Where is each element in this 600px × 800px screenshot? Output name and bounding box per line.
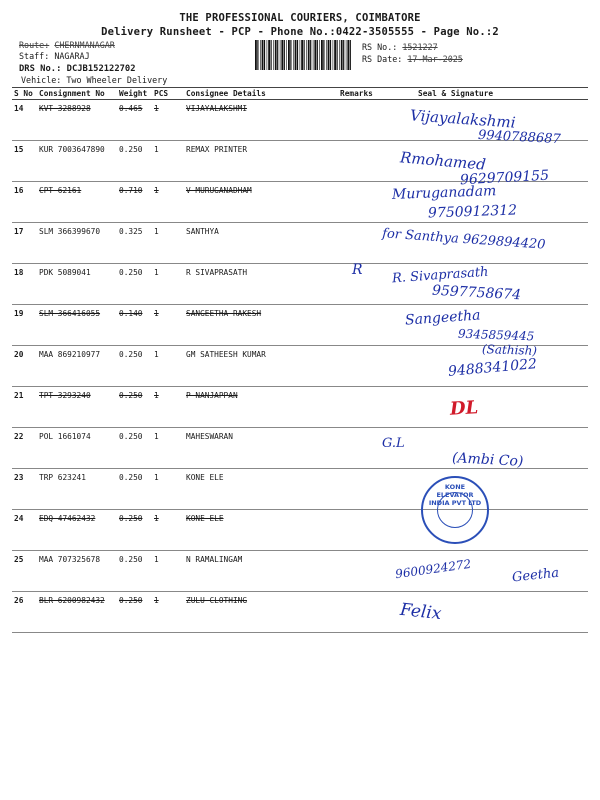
cell-weight [117, 100, 152, 141]
barcode-bar [268, 40, 270, 70]
cell-sno [12, 100, 37, 141]
barcode [255, 40, 352, 70]
rs-no-label: RS No.: [362, 42, 398, 52]
barcode-bar [301, 40, 303, 70]
barcode-bar [323, 40, 324, 70]
vehicle-label: Vehicle: [21, 75, 62, 85]
cell-sno-text: 21 [14, 391, 24, 400]
cell-weight-text: 0.250 [119, 514, 143, 523]
rs-no-value: 1521227 [402, 42, 438, 52]
cell-remarks [338, 141, 394, 182]
cell-pcs-text: 1 [154, 268, 159, 277]
staff-label: Staff: [19, 51, 50, 61]
cell-consignee [184, 141, 338, 182]
cell-consignee-text: KONE ELE [186, 473, 224, 482]
cell-consignee-text: SANTHYA [186, 227, 219, 236]
cell-weight [117, 510, 152, 551]
col-sno: S No [12, 88, 37, 100]
cell-sno-text: 24 [14, 514, 24, 523]
cell-consignment-text: SLM 366399670 [39, 227, 101, 236]
barcode-bar [281, 40, 283, 70]
hw-r17-text: for Santhya 9629894420 [381, 226, 546, 253]
hw-r15-name: Rmohamed [399, 148, 487, 174]
cell-pcs [152, 510, 184, 551]
cell-remarks [338, 264, 394, 305]
staff-line [19, 51, 167, 62]
cell-remarks [338, 387, 394, 428]
hw-r19-name: Sangeetha [404, 307, 481, 329]
cell-consignment-text: CPT 62161 [39, 186, 82, 195]
cell-remarks [338, 469, 394, 510]
cell-consignment-text: POL 1661074 [39, 432, 91, 441]
cell-weight [117, 141, 152, 182]
vehicle-line [19, 75, 167, 86]
vehicle-value: Two Wheeler Delivery [66, 75, 168, 85]
cell-sno [12, 551, 37, 592]
cell-sno-text: 15 [14, 145, 24, 154]
cell-pcs [152, 223, 184, 264]
staff-value: NAGARAJ [54, 51, 90, 61]
barcode-bar [328, 40, 330, 70]
cell-sno [12, 305, 37, 346]
cell-consignment-text: KUR 7003647890 [39, 145, 105, 154]
cell-pcs-text: 1 [154, 350, 159, 359]
cell-weight-text: 0.710 [119, 186, 143, 195]
cell-weight [117, 305, 152, 346]
cell-consignee-text: KONE ELE [186, 514, 224, 523]
hw-r18-remark: R [352, 262, 363, 278]
col-consignee: Consignee Details [184, 88, 338, 100]
hw-r14-name: Vijayalakshmi [409, 106, 517, 132]
barcode-bar [321, 40, 323, 70]
cell-pcs [152, 469, 184, 510]
col-consignment: Consignment No [37, 88, 117, 100]
cell-sno [12, 510, 37, 551]
cell-pcs [152, 428, 184, 469]
cell-consignee [184, 182, 338, 223]
route-label: Route: [19, 40, 50, 50]
barcode-bar [333, 40, 334, 70]
hw-r20-phone: 9488341022 [447, 356, 538, 380]
cell-weight [117, 387, 152, 428]
barcode-bar [300, 40, 301, 70]
cell-consignment-text: PDK 5089041 [39, 268, 91, 277]
cell-consignee [184, 469, 338, 510]
table-row [12, 551, 588, 592]
table-header-row [12, 88, 588, 100]
cell-weight [117, 592, 152, 633]
cell-consignment [37, 141, 117, 182]
barcode-bar [343, 40, 344, 70]
hw-r16-phone: 9750912312 [427, 202, 518, 222]
rs-date-line [362, 53, 463, 65]
cell-weight-text: 0.250 [119, 432, 143, 441]
barcode-bar [271, 40, 272, 70]
barcode-bar [346, 40, 347, 70]
cell-consignee [184, 223, 338, 264]
cell-pcs-text: 1 [154, 104, 159, 113]
hw-r18-phone: 9597758674 [431, 282, 522, 304]
cell-consignment [37, 305, 117, 346]
barcode-bar [275, 40, 277, 70]
cell-weight-text: 0.250 [119, 391, 143, 400]
company-title: THE PROFESSIONAL COURIERS, COIMBATORE [179, 12, 421, 24]
barcode-bar [293, 40, 294, 70]
cell-sno [12, 346, 37, 387]
cell-sno-text: 17 [14, 227, 24, 236]
cell-consignment-text: MAA 869210977 [39, 350, 101, 359]
cell-pcs-text: 1 [154, 514, 159, 523]
cell-weight-text: 0.250 [119, 555, 143, 564]
table-row [12, 592, 588, 633]
stamp-inner-ring [437, 492, 473, 528]
cell-pcs-text: 1 [154, 432, 159, 441]
cell-consignee-text: N RAMALINGAM [186, 555, 243, 564]
hw-r22-text: G.L [382, 436, 405, 451]
route-value: CHERNMANAGAR [54, 40, 115, 50]
rs-date-value: 17-Mar-2025 [407, 54, 463, 64]
cell-consignment-text: TRP 623241 [39, 473, 86, 482]
cell-consignee-text: GM SATHEESH KUMAR [186, 350, 266, 359]
drs-label: DRS No.: [19, 64, 62, 74]
cell-pcs-text: 1 [154, 596, 159, 605]
hw-r20-name: (Sathish) [481, 342, 538, 358]
cell-weight [117, 264, 152, 305]
cell-consignee [184, 428, 338, 469]
barcode-bar [297, 40, 298, 70]
cell-pcs-text: 1 [154, 227, 159, 236]
cell-remarks [338, 510, 394, 551]
barcode-bar [334, 40, 336, 70]
cell-pcs [152, 264, 184, 305]
cell-pcs-text: 1 [154, 145, 159, 154]
cell-sno [12, 182, 37, 223]
cell-sno-text: 26 [14, 596, 24, 605]
cell-weight-text: 0.250 [119, 145, 143, 154]
cell-weight [117, 346, 152, 387]
cell-sno-text: 22 [14, 432, 24, 441]
cell-sno [12, 469, 37, 510]
barcode-bar [350, 40, 351, 70]
cell-pcs-text: 1 [154, 555, 159, 564]
cell-weight [117, 469, 152, 510]
barcode-bar [304, 40, 305, 70]
cell-consignment [37, 100, 117, 141]
cell-pcs [152, 182, 184, 223]
cell-consignee-text: R SIVAPRASATH [186, 268, 248, 277]
table-row [12, 387, 588, 428]
table-row [12, 469, 588, 510]
cell-weight-text: 0.250 [119, 473, 143, 482]
cell-consignment [37, 469, 117, 510]
cell-weight [117, 223, 152, 264]
barcode-bar [273, 40, 274, 70]
cell-consignee [184, 387, 338, 428]
meta-left [19, 40, 167, 86]
cell-consignment [37, 510, 117, 551]
cell-pcs-text: 1 [154, 473, 159, 482]
barcode-bar [284, 40, 285, 70]
col-pcs: PCS [152, 88, 184, 100]
barcode-bar [255, 40, 257, 70]
barcode-bar [262, 40, 264, 70]
hw-r21-text: DL [449, 397, 479, 420]
cell-sno [12, 387, 37, 428]
barcode-bar [286, 40, 287, 70]
barcode-bar [326, 40, 327, 70]
cell-consignee [184, 100, 338, 141]
cell-remarks [338, 182, 394, 223]
cell-sno [12, 592, 37, 633]
cell-weight-text: 0.325 [119, 227, 143, 236]
rs-no-line [362, 41, 463, 53]
meta-right [362, 41, 463, 65]
cell-sno-text: 18 [14, 268, 24, 277]
cell-pcs [152, 387, 184, 428]
cell-sno-text: 16 [14, 186, 24, 195]
col-signature: Seal & Signature [394, 88, 588, 100]
cell-consignee [184, 510, 338, 551]
cell-pcs [152, 305, 184, 346]
cell-consignee-text: REMAX PRINTER [186, 145, 248, 154]
cell-consignment [37, 346, 117, 387]
cell-pcs [152, 346, 184, 387]
cell-consignee [184, 592, 338, 633]
barcode-bar [317, 40, 318, 70]
cell-consignment-text: KVT 3288928 [39, 104, 91, 113]
cell-sno-text: 20 [14, 350, 24, 359]
cell-consignment [37, 264, 117, 305]
cell-sno [12, 264, 37, 305]
cell-weight [117, 551, 152, 592]
cell-sno-text: 14 [14, 104, 24, 113]
drs-line [19, 64, 167, 75]
hw-r25-phone: 9600924272 [394, 556, 472, 582]
cell-consignee-text: VIJAYALAKSHMI [186, 104, 248, 113]
cell-consignee-text: ZULU CLOTHING [186, 596, 248, 605]
barcode-bar [257, 40, 258, 70]
cell-weight-text: 0.250 [119, 596, 143, 605]
cell-consignment [37, 387, 117, 428]
barcode-bar [319, 40, 320, 70]
hw-r19-phone: 9345859445 [457, 326, 535, 344]
cell-consignment [37, 551, 117, 592]
runsheet-subtitle: Delivery Runsheet - PCP - Phone No.:0422-3505555 - Page No.:2 [101, 26, 499, 38]
cell-sno [12, 223, 37, 264]
hw-r23-text: (Ambi Co) [451, 450, 524, 470]
hw-r16-name: Muruganadam [391, 183, 497, 203]
barcode-bar [260, 40, 261, 70]
cell-consignment [37, 223, 117, 264]
cell-pcs [152, 141, 184, 182]
barcode-bar [264, 40, 265, 70]
cell-pcs-text: 1 [154, 186, 159, 195]
cell-consignee [184, 346, 338, 387]
cell-sno [12, 141, 37, 182]
barcode-bar [277, 40, 278, 70]
cell-sno-text: 23 [14, 473, 24, 482]
barcode-bar [308, 40, 310, 70]
cell-remarks [338, 346, 394, 387]
cell-consignment-text: TPT 3293240 [39, 391, 91, 400]
company-stamp [421, 476, 489, 544]
cell-consignee [184, 264, 338, 305]
cell-sno-text: 19 [14, 309, 24, 318]
cell-pcs-text: 1 [154, 391, 159, 400]
barcode-bar [288, 40, 290, 70]
col-remarks: Remarks [338, 88, 394, 100]
cell-remarks [338, 592, 394, 633]
cell-weight-text: 0.250 [119, 268, 143, 277]
hw-r15-phone: 9629709155 [459, 167, 550, 189]
hw-r26-text: Felix [399, 599, 443, 625]
barcode-bar [290, 40, 291, 70]
cell-pcs-text: 1 [154, 309, 159, 318]
cell-signature [394, 387, 588, 428]
drs-value: DCJB152122702 [66, 64, 136, 74]
hw-r18-name: R. Sivaprasath [391, 264, 489, 287]
cell-consignment [37, 428, 117, 469]
stamp-text: KONE ELEVATOR INDIA PVT LTD [428, 483, 482, 507]
barcode-bar [313, 40, 314, 70]
barcode-bar [330, 40, 331, 70]
barcode-bar [310, 40, 311, 70]
barcode-bar [339, 40, 340, 70]
cell-remarks [338, 551, 394, 592]
cell-consignee-text: V MURUGANADHAM [186, 186, 252, 195]
cell-consignment [37, 182, 117, 223]
hw-r14-phone: 9940788687 [477, 127, 562, 148]
cell-consignment-text: BLR 6200982432 [39, 596, 105, 605]
cell-consignment-text: MAA 707325678 [39, 555, 101, 564]
col-weight: Weight [117, 88, 152, 100]
table-row [12, 510, 588, 551]
cell-consignment-text: EDQ 47462432 [39, 514, 96, 523]
cell-remarks [338, 100, 394, 141]
barcode-bar [337, 40, 338, 70]
barcode-bar [267, 40, 268, 70]
cell-weight [117, 182, 152, 223]
cell-consignee-text: MAHESWARAN [186, 432, 233, 441]
cell-consignee-text: SANGEETHA RAKESH [186, 309, 262, 318]
cell-consignee [184, 305, 338, 346]
barcode-bar [347, 40, 349, 70]
route-line [19, 40, 167, 51]
barcode-bar [280, 40, 281, 70]
cell-weight-text: 0.140 [119, 309, 143, 318]
barcode-bar [306, 40, 307, 70]
cell-weight [117, 428, 152, 469]
hw-r25-name: Geetha [511, 565, 560, 586]
cell-weight-text: 0.465 [119, 104, 143, 113]
cell-consignment-text: SLM 366416055 [39, 309, 101, 318]
barcode-bar [295, 40, 297, 70]
cell-sno-text: 25 [14, 555, 24, 564]
barcode-bar [341, 40, 343, 70]
cell-remarks [338, 305, 394, 346]
cell-weight-text: 0.250 [119, 350, 143, 359]
barcode-bar [314, 40, 316, 70]
cell-pcs [152, 551, 184, 592]
cell-consignee-text: P NANJAPPAN [186, 391, 238, 400]
cell-pcs [152, 592, 184, 633]
cell-pcs [152, 100, 184, 141]
cell-consignment [37, 592, 117, 633]
cell-consignee [184, 551, 338, 592]
cell-sno [12, 428, 37, 469]
rs-date-label: RS Date: [362, 54, 403, 64]
